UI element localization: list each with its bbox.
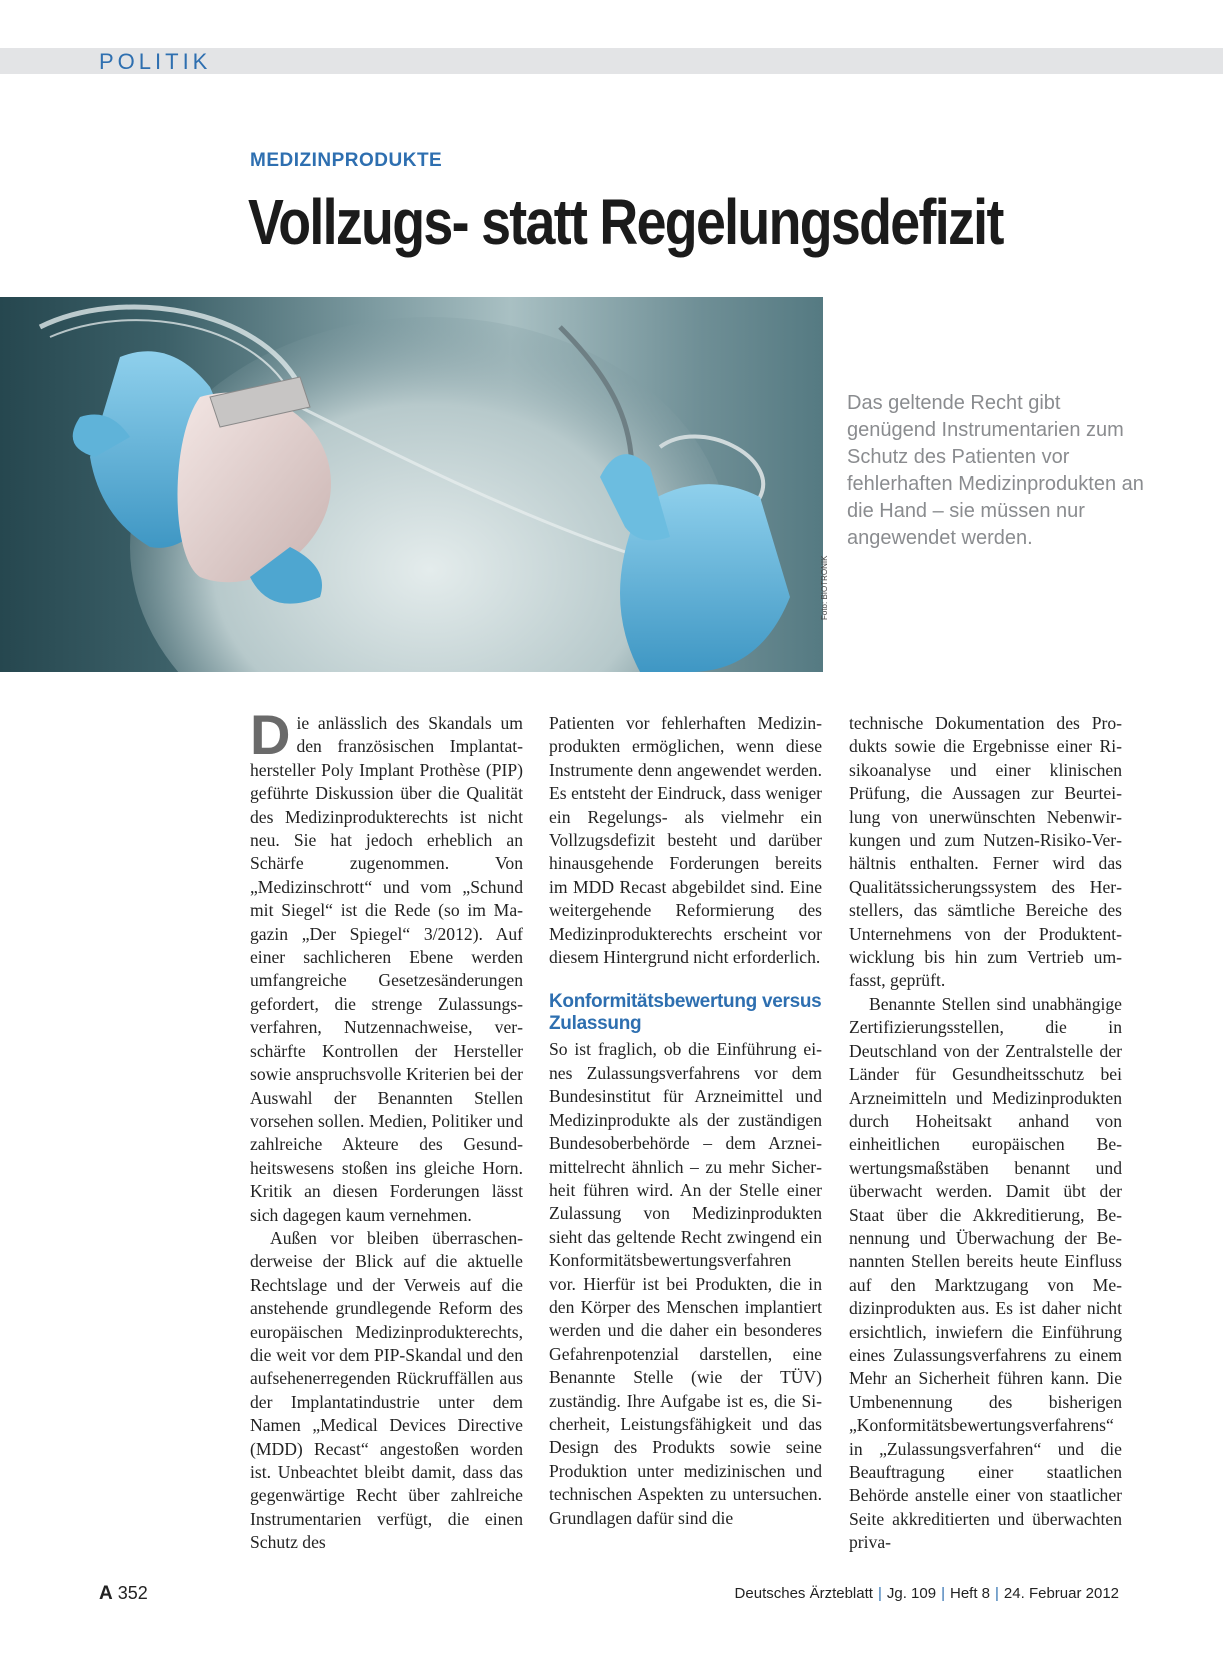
page-number-value: 352 (117, 1583, 148, 1603)
paragraph (250, 703, 523, 1227)
text-column-3 (849, 712, 1122, 1555)
page-prefix: A (99, 1583, 113, 1604)
section-label: POLITIK (99, 49, 212, 74)
paragraph: Benannte Stellen sind unabhängige Zertifizierungsstellen, die in Deutschland von der Zentralstelle der Länder für Gesundheitsschutz bei Arzneimitteln und Medizinprodukten durch Hoheitsakt anhand von einheitlichen europäischen Bewertungsmaßstäben benannt und überwacht werden. Damit übt der Staat über die Akkreditierung, Benennung und Überwachung der Benannten Stellen bereits heute Einfluss auf den Marktzugang von Medizinprodukten aus. Es ist daher nicht ersichtlich, inwiefern die Einführung eines Zulassungsverfahrens zu einem Mehr an Sicherheit führen kann. Die Umbenennung des bisherigen „Konformitätsbewertungsverfahrens“ in „Zulassungsverfahren“ und die Beauftragung einer staatlichen Behörde anstelle einer von staatlicher Seite akkreditierten und überwachten priva- (849, 993, 1122, 1553)
journal-name: Deutsches Ärzteblatt (734, 1585, 873, 1602)
section-subheading: Konformitätsbewertung versus Zulassung (549, 991, 822, 1035)
text-column-1 (250, 703, 523, 1555)
paragraph-text: ie anlässlich des Skandals um den französischen Implantathersteller Poly Implant Prothèse (PIP) geführte Diskussion über die Qualität des Medizinprodukterechts ist nicht neu. Sie hat jedoch erheblich an Schärfe zugenommen. Von „Medizinschrott“ und vom „Schund mit Siegel“ ist die Rede (so im Magazin „Der Spiegel“ 3/2012). Auf einer sachlicheren Ebene werden umfangreiche Gesetzesänderungen gefordert, die strenge Zulassungsverfahren, Nutzennachweise, verschärfte Kontrollen der Hersteller sowie anspruchsvolle Kriterien bei der Auswahl der Benannten Stellen vorsehen sollen. Medien, Politiker und zahlreiche Akteure des Gesundheitswesens stoßen ins gleiche Horn. Kritik an diesen Forderungen lässt sich dagegen kaum vernehmen. (250, 713, 523, 1225)
separator: | (995, 1585, 999, 1602)
article-photo (0, 297, 823, 672)
issue-date: 24. Februar 2012 (1003, 1585, 1119, 1602)
photo-credit: Foto: BIOTRONIK (820, 555, 829, 620)
separator: | (941, 1585, 945, 1602)
paragraph: technische Dokumentation des Produkts sowie die Ergebnisse einer Risikoanalyse und einer klinischen Prüfung, die Aussagen zur Beurteilung von unerwünschten Nebenwirkungen und zum Nutzen-Risiko-Verhältnis enthalten. Ferner wird das Qualitätssicherungssystem des Herstellers, das sämtliche Bereiche des Unternehmens von der Produktentwicklung bis hin zum Vertrieb umfasst, geprüft. (849, 713, 1122, 991)
article-kicker: MEDIZINPRODUKTE (250, 150, 443, 171)
footer-citation (735, 1585, 1119, 1602)
paragraph: Außen vor bleiben überraschenderweise der Blick auf die aktuelle Rechtslage und der Verweis auf die anstehende grundlegende Reform des europäischen Medizinprodukterechts, die weit vor dem PIP-Skandal und den aufsehenerregenden Rückruffällen aus der Implantatindustrie unter dem Namen „Medical Devices Directive (MDD) Recast“ angestoßen worden ist. Unbeachtet bleibt damit, dass das gegenwärtige Recht über zahlreiche Instrumentarien verfügt, die einen Schutz des (250, 1227, 523, 1553)
journal-volume: Jg. 109 (886, 1585, 937, 1602)
separator: | (877, 1585, 882, 1602)
text-column-2 (549, 712, 822, 1530)
page-number (99, 1583, 148, 1605)
paragraph: Patienten vor fehlerhaften Medizinprodukten ermöglichen, wenn diese Instrumente denn angewendet werden. Es entsteht der Eindruck, dass weniger ein Regelungs- als vielmehr ein Vollzugsdefizit besteht und darüber hinausgehende Forderungen bereits im MDD Recast abgebildet sind. Eine weitergehende Reformierung des Medizinprodukterechts erscheint vor diesem Hintergrund nicht erforderlich. (549, 713, 822, 968)
article-teaser: Das geltende Recht gibt genügend Instrumentarien zum Schutz des Patienten vor fehlerhaften Medizinprodukten an die Hand – sie müssen nur angewendet werden. (847, 392, 1144, 549)
drop-cap: D (250, 703, 291, 766)
paragraph: So ist fraglich, ob die Einführung eines Zulassungsverfahrens vor dem Bundesinstitut für Arzneimittel und Medizinprodukte als der zuständigen Bundesoberbehörde – dem Arzneimittelrecht ähnlich – zu mehr Sicherheit führen wird. An der Stelle einer Zulassung von Medizinprodukten sieht das geltende Recht zwingend ein Konformitätsbewertungsverfahren vor. Hierfür ist bei Produkten, die in den Körper des Menschen implantiert werden und die daher ein besonderes Gefahrenpotenzial darstellen, eine Benannte Stelle (wie der TÜV) zuständig. Ihre Aufgabe ist es, die Sicherheit, Leistungsfähigkeit und das Design des Produkts sowie seine Produktion unter medizinischen und technischen Aspekten zu untersuchen. Grundlagen dafür sind die (549, 1039, 822, 1528)
pacemaker-illustration (0, 297, 823, 672)
article-title: Vollzugs- statt Regelungsdefizit (248, 186, 1003, 258)
journal-issue: Heft 8 (949, 1585, 991, 1602)
